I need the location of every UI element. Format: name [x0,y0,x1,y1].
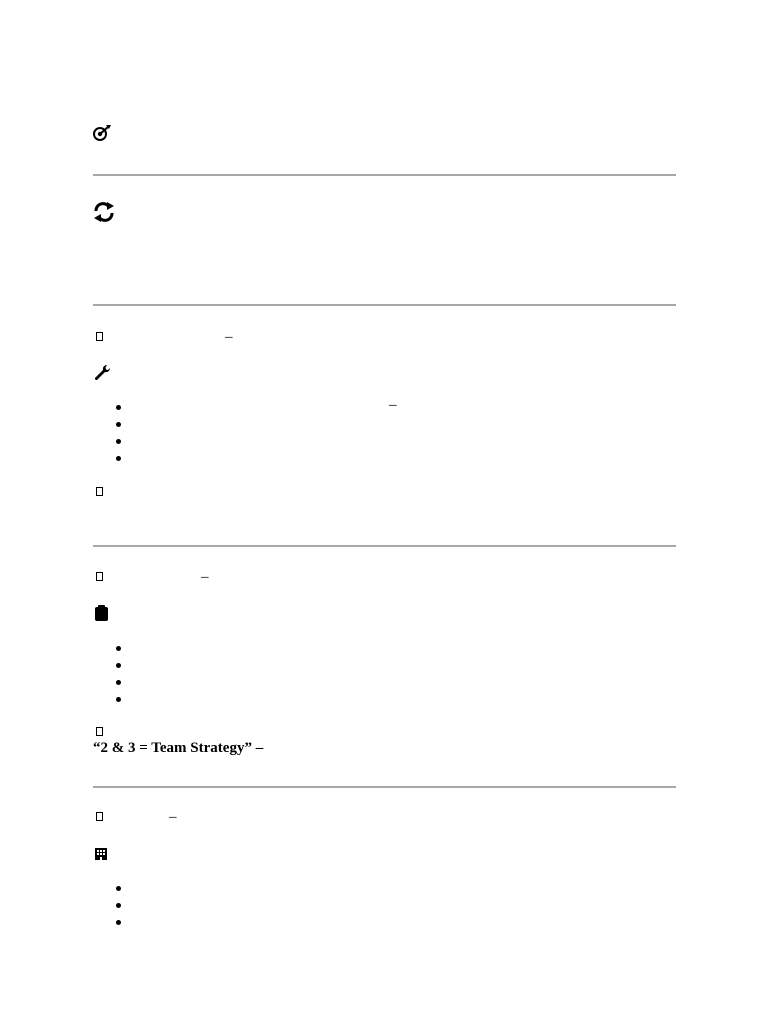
clipboard-icon [92,603,112,623]
refresh-icon [92,201,116,223]
missing-glyph-icon [96,812,103,821]
section-divider [93,786,676,788]
list-bullet [116,663,121,668]
list-bullet [116,697,121,702]
section-divider [93,304,676,306]
list-bullet [116,422,121,427]
team-strategy-line: “2 & 3 = Team Strategy” – [93,740,264,756]
missing-glyph-icon [96,572,103,581]
list-bullet [116,439,121,444]
list-bullet [116,646,121,651]
building-icon [93,846,109,862]
target-arrow-icon [92,123,112,143]
section-divider [93,174,676,176]
list-bullet [116,920,121,925]
section-divider [93,545,676,547]
en-dash: – [389,397,397,413]
en-dash: – [225,329,233,345]
list-bullet [116,680,121,685]
en-dash: – [169,809,177,825]
missing-glyph-icon [96,487,103,496]
list-bullet [116,886,121,891]
missing-glyph-icon [96,727,103,736]
wrench-icon [92,363,112,383]
list-bullet [116,456,121,461]
list-bullet [116,405,121,410]
missing-glyph-icon [96,332,103,341]
list-bullet [116,903,121,908]
en-dash: – [201,569,209,585]
